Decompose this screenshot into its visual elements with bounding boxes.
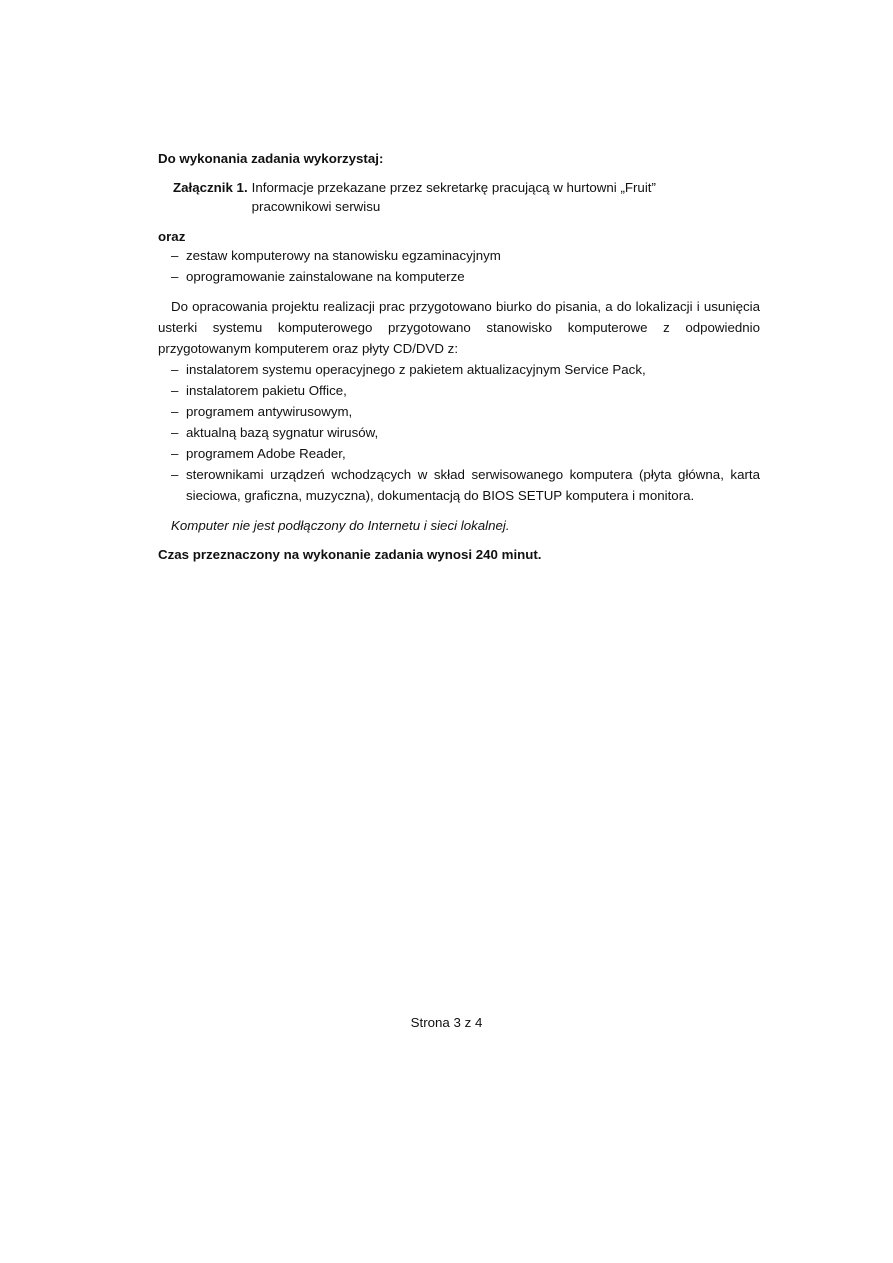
description-paragraph: Do opracowania projektu realizacji prac przygotowano biurko do pisania, a do lokalizacji i usunięcia usterki systemu komputerowego przygotowano stanowisko komputerowe z odpowiednio przygotowanym komputerem oraz płyty CD/DVD z: xyxy=(158,299,760,356)
section-heading: Do wykonania zadania wykorzystaj: xyxy=(158,151,384,166)
list-item: – instalatorem pakietu Office, xyxy=(171,380,760,401)
list-item: – programem antywirusowym, xyxy=(171,401,760,422)
page-number: Strona 3 z 4 xyxy=(410,1015,483,1030)
list-item: – aktualną bazą sygnatur wirusów, xyxy=(171,422,760,443)
list-item: – programem Adobe Reader, xyxy=(171,443,760,464)
media-list xyxy=(158,359,760,506)
list-item: – instalatorem systemu operacyjnego z pakietem aktualizacyjnym Service Pack, xyxy=(171,359,760,380)
attachment-line-2: pracownikowi serwisu xyxy=(251,199,381,214)
oraz-label: oraz xyxy=(158,229,186,244)
list-item: – zestaw komputerowy na stanowisku egzaminacyjnym xyxy=(171,245,760,266)
equipment-list xyxy=(158,245,760,287)
document-body xyxy=(158,150,760,564)
time-limit: Czas przeznaczony na wykonanie zadania wynosi 240 minut. xyxy=(158,547,542,562)
attachment-description xyxy=(252,178,760,216)
attachment-entry xyxy=(173,178,760,216)
attachment-label: Załącznik 1. xyxy=(173,180,248,195)
list-item: – oprogramowanie zainstalowane na komputerze xyxy=(171,266,760,287)
list-item: – sterownikami urządzeń wchodzących w skład serwisowanego komputera (płyta główna, karta sieciowa, graficzna, muzyczna), dokumentacją do BIOS SETUP komputera i monitora. xyxy=(171,464,760,506)
attachment-line-1: Informacje przekazane przez sekretarkę pracującą w hurtowni „Fruit” xyxy=(251,180,656,195)
network-note: Komputer nie jest podłączony do Internetu i sieci lokalnej. xyxy=(171,518,510,533)
